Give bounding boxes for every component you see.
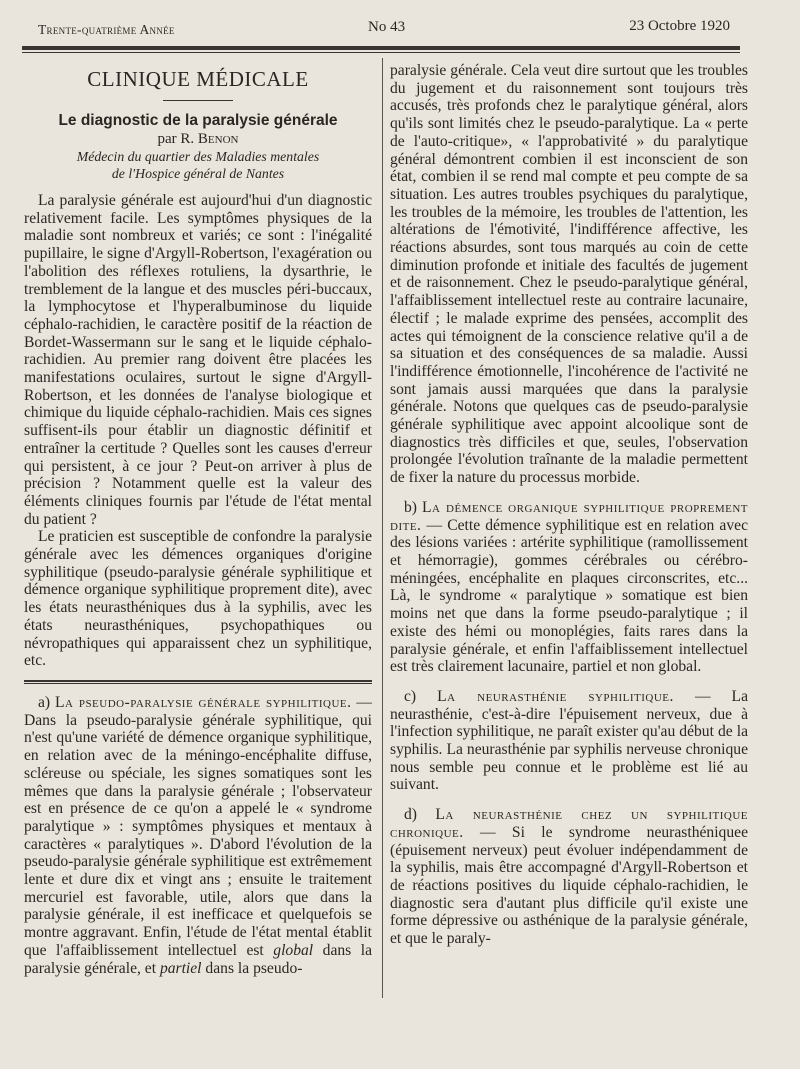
section-a-body: — Dans la pseudo-paralysie générale syphilitique, qui n'est qu'une variété de démence organique syphilitique, en relation avec de la méningo-encéphalite diffuse, scléreuse ou spéciale, les signes somatiques sont les mêmes que dans la paralysie générale ; l'observateur est en présence de ce qu'on a appelé le « syndrome paralytique » : symptômes physiques et mentaux à caractères « paralytiques ». D'abord l'évolution de la pseudo-paralysie générale syphilitique est extrêmement lente et dure dix et vingt ans ; ensuite le traitement mercuriel est favorable, utile, alors que dans la paralysie générale, il est inefficace et quelquefois se montre aggravant. Enfin, l'étude de l'état mental établit que l'affaiblissement intellectuel est <box>24 693 372 959</box>
paragraph-section-c <box>390 688 748 794</box>
section-title-rule <box>163 100 233 101</box>
section-b-label: b) <box>404 498 423 516</box>
section-d-label: d) <box>404 806 436 824</box>
section-b-heading: La démence organique syphilitique proprement dite. <box>390 498 748 534</box>
paragraph-differential: Le praticien est susceptible de confondre la paralysie générale avec les démences organiques d'origine syphilitique (pseudo-paralysie générale syphilitique et démence organique syphilitique proprement dite), avec les états neurasthéniques dus à la syphilis, avec les états neurasthéniques, psychopathiques ou névropathiques qui apparaissent chez un syphilitique, etc. <box>24 528 372 670</box>
section-b-body: — Cette démence syphilitique est en relation avec des lésions variées : artérite syphilitique (ramollissement et hémorragie), gommes cérébrales ou cérébro-méningées, encéphalite en plaques circonscrites, etc... Là, le syndrome « paralytique » somatique est bien moins net que dans la forme pseudo-paralytique ; il existe des hémi ou monoplégies, faits rares dans la paralysie générale, et enfin l'affaiblissement intellectuel est très clairement lacunaire, partiel et non global. <box>390 516 748 676</box>
paragraph-section-b <box>390 499 748 676</box>
section-a-mid: dans la paralysie générale, et <box>24 941 372 977</box>
emphasis-global: global <box>273 941 314 959</box>
paragraph-section-a <box>24 694 372 977</box>
paragraph-intro: La paralysie générale est aujourd'hui d'un diagnostic relativement facile. Les symptômes physiques de la maladie sont nombreux et variés; ce sont : l'inégalité pupillaire, le signe d'Argyll-Robertson, l'exagération ou l'abolition des réflexes rotuliens, la dysarthrie, le tremblement de la langue et des muscles péri-buccaux, la lymphocytose et l'hyperalbuminose du liquide céphalo-rachidien, le caractère positif de la réaction de Bordet-Wassermann sur le sang et le liquide céphalo-rachidien. Au premier rang doivent être placées les manifestations oculaires, surtout le signe d'Argyll-Robertson, et les données de l'analyse biologique et chimique du liquide céphalo-rachidien. Mais ces signes suffisent-ils pour établir un diagnostic définitif et entraîner la certitude ? Quelles sont les causes d'erreur qui persistent, à ce jour ? Peut-on arriver à plus de précision ? Notamment quelle est la valeur des éléments cliniques fournis par l'étude de l'état mental du patient ? <box>24 192 372 528</box>
issue-number: No 43 <box>368 19 406 35</box>
affiliation-line-1: Médecin du quartier des Maladies mentales <box>76 149 320 164</box>
subsection-rule-thick <box>24 680 372 682</box>
section-d-heading: La neurasthénie chez un syphilitique chronique. <box>390 806 748 841</box>
byline <box>24 130 372 148</box>
section-c-body: — La neurasthénie, c'est-à-dire l'épuisement nerveux, due à l'infection syphilitique, ne paraît exister qu'au début de la syphilis. La neurasthénie par syphilis nerveuse chronique nous semble peu connue et le problème est lié au suivant. <box>390 687 748 794</box>
column-divider <box>382 58 383 998</box>
paragraph-section-d <box>390 806 748 948</box>
section-a-heading: La pseudo-paralysie générale syphilitique. <box>54 693 352 711</box>
author-name: Benon <box>197 131 239 147</box>
section-d-body: — Si le syndrome neurasthéniquee (épuisement nerveux) peut évoluer indépendamment de la syphilis, mais être accompagné d'Argyll-Robertson et de réactions positives du liquide céphalo-rachidien, le diagnostic sera d'autant plus difficile qu'il existe une forme dépressive ou asthénique de la paralysie générale, et que le paraly- <box>390 823 748 948</box>
section-c-heading: La neurasthénie syphilitique. <box>437 687 674 705</box>
right-column <box>390 62 748 948</box>
section-a-label: a) <box>38 693 55 711</box>
header-rule-thin <box>22 52 740 53</box>
paragraph-continued: paralysie générale. Cela veut dire surtout que les troubles du jugement et du raisonnement sont toujours très accusés, très profonds chez le paralytique général, alors qu'ils sont limités chez le pseudo-paralytique. La « perte de l'auto-critique», « l'approbativité » du paralytique général démontrent combien il est inconscient de son état, combien il se rend mal compte et peu compte de sa situation. Les autres troubles psychiques du paralytique, les troubles de la mémoire, les troubles de l'attention, les altérations de l'émotivité, l'indifférence affective, les réactions absurdes, sont tous marqués au coin de cette diminution profonde et initiale des facultés de jugement et de raisonnement. Chez le pseudo-paralytique général, l'affaiblissement intellectuel reste au contraire lacunaire, électif ; le malade exprime des pensées, accomplit des actes qui témoignent de la conscience relative qu'il a de sa situation et des conséquences de sa maladie. Aussi l'indifférence émotionnelle, l'incohérence de l'activité ne sont jamais aussi marquées que dans la paralysie générale. Notons que quelques cas de pseudo-paralysie générale syphilitique avec appoint alcoolique sont de diagnostics très difficiles et que, seules, l'observation prolongée l'évolution traînante de la maladie permettent de fixer la nature du processus morbide. <box>390 62 748 487</box>
volume-year: Trente-quatrième Année <box>38 22 175 37</box>
section-title: CLINIQUE MÉDICALE <box>87 67 309 91</box>
byline-prefix: par R. <box>157 131 198 147</box>
emphasis-partiel: partiel <box>159 959 202 977</box>
section-c-label: c) <box>404 687 438 705</box>
issue-date: 23 Octobre 1920 <box>629 18 730 34</box>
left-column <box>24 62 372 977</box>
section-a-end: dans la pseudo- <box>201 959 303 977</box>
author-affiliation <box>24 148 372 182</box>
page-header <box>38 18 738 40</box>
affiliation-line-2: de l'Hospice général de Nantes <box>111 166 285 181</box>
header-rule-thick <box>22 46 740 50</box>
article-title: Le diagnostic de la paralysie générale <box>58 112 338 129</box>
subsection-rule-thin <box>24 683 372 684</box>
